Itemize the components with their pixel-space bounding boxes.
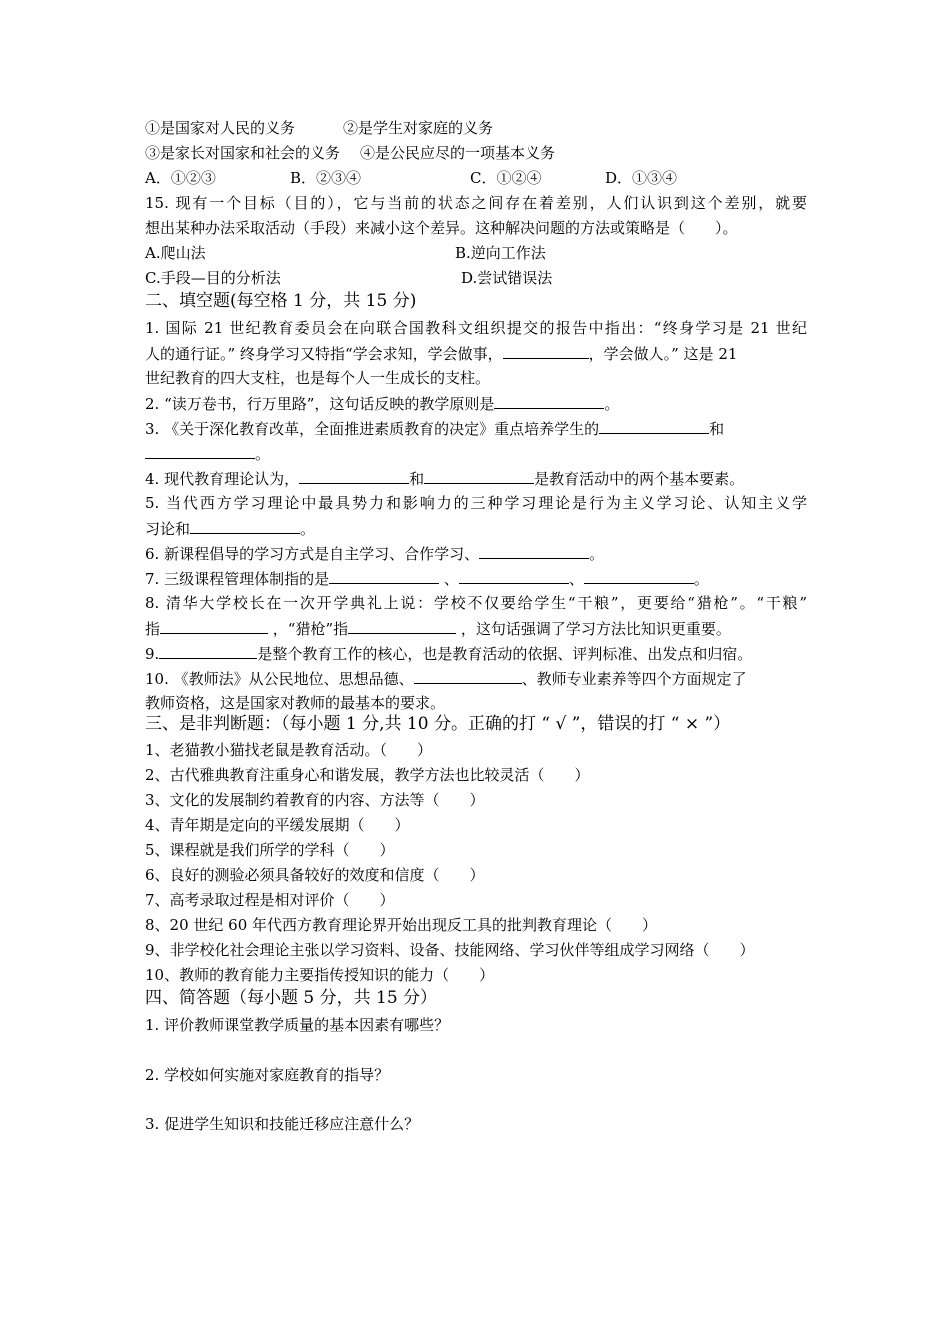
fill-q7-sep-2: 、 <box>568 570 584 588</box>
fill-q10-line1 <box>145 668 747 689</box>
fill-q7-end: 。 <box>693 570 709 588</box>
fill-q7-blank-3[interactable] <box>584 568 694 584</box>
fill-q1-line3: 世纪教育的四大支柱，也是每个人一生成长的支柱。 <box>145 369 491 387</box>
fill-q1-text-a: 人的通行证。” 终身学习又特指“学会求知，学会做事， <box>145 345 503 363</box>
fill-q4-blank-1[interactable] <box>299 468 409 484</box>
fill-q7 <box>145 568 709 589</box>
fill-q6-blank[interactable] <box>479 543 589 559</box>
fill-q8-text-b: ，“猎枪”指 <box>268 620 349 638</box>
fill-q8-line1: 8. 清华大学校长在一次开学典礼上说：学校不仅要给学生“干粮”，更要给“猎枪”。“干粮” <box>145 594 807 612</box>
q14-choice-a: A．①②③ <box>145 169 216 187</box>
fill-q4-blank-2[interactable] <box>424 468 534 484</box>
q15-choice-a: A.爬山法 <box>145 244 206 262</box>
judge-item-1: 1、老猫教小猫找老鼠是教育活动。（ ） <box>145 741 433 759</box>
q14-choice-d: D．①③④ <box>605 169 678 187</box>
fill-q5-text: 习论和 <box>145 520 191 538</box>
short-answer-q1: 1. 评价教师课堂教学质量的基本因素有哪些？ <box>145 1016 450 1034</box>
short-answer-q3: 3. 促进学生知识和技能迁移应注意什么？ <box>145 1115 420 1133</box>
fill-q3-text: 3. 《关于深化教育改革，全面推进素质教育的决定》重点培养学生的 <box>145 420 600 438</box>
fill-q5-end: 。 <box>300 520 316 538</box>
fill-q1-line1: 1. 国际 21 世纪教育委员会在向联合国教科文组织提交的报告中指出：“终身学习是 21 世纪 <box>145 319 807 337</box>
fill-q1-text-b: ，学会做人。” 这是 21 <box>588 345 738 363</box>
fill-q4-text: 4. 现代教育理论认为， <box>145 470 300 488</box>
section-2-heading: 二、填空题(每空格 1 分，共 15 分) <box>145 291 417 311</box>
judge-item-9: 9、非学校化社会理论主张以学习资料、设备、技能网络、学习伙伴等组成学习网络（ ） <box>145 941 755 959</box>
fill-q5-blank[interactable] <box>190 518 300 534</box>
q14-line1 <box>145 118 493 138</box>
fill-q7-text: 7. 三级课程管理体制指的是 <box>145 570 330 588</box>
fill-q1-blank[interactable] <box>503 343 589 359</box>
fill-q10-text-a: 10. 《教师法》从公民地位、思想品德、 <box>145 670 414 688</box>
q15-line1: 15. 现有一个目标（目的），它与当前的状态之间存在着差别，人们认识到这个差别，就要 <box>145 194 807 212</box>
fill-q9-blank[interactable] <box>159 643 257 659</box>
fill-q2-text: 2. “读万卷书，行万里路”，这句话反映的教学原则是 <box>145 395 495 413</box>
fill-q9-text: 是整个教育工作的核心，也是教育活动的依据、评判标准、出发点和归宿。 <box>257 645 753 663</box>
fill-q9 <box>145 643 752 664</box>
q15-choice-c: C.手段—目的分析法 <box>145 269 281 287</box>
fill-q10-line2: 教师资格，这是国家对教师的最基本的要求。 <box>145 694 446 712</box>
fill-q8-line2 <box>145 618 731 639</box>
fill-q3-end: 。 <box>255 445 271 463</box>
fill-q4-end: 是教育活动中的两个基本要素。 <box>534 470 745 488</box>
fill-q6-end: 。 <box>589 545 605 563</box>
q15-choice-b: B.逆向工作法 <box>455 244 546 262</box>
judge-item-3: 3、文化的发展制约着教育的内容、方法等（ ） <box>145 791 485 809</box>
fill-q6 <box>145 543 604 564</box>
judge-item-2: 2、古代雅典教育注重身心和谐发展，教学方法也比较灵活（ ） <box>145 766 590 784</box>
q14-option-4: ④是公民应尽的一项基本义务 <box>360 144 556 162</box>
fill-q7-blank-2[interactable] <box>459 568 569 584</box>
q15-line2: 想出某种办法采取活动（手段）来减小这个差异。这种解决问题的方法或策略是（ ）。 <box>145 219 738 237</box>
q14-option-2: ②是学生对家庭的义务 <box>343 119 494 137</box>
judge-item-10: 10、教师的教育能力主要指传授知识的能力（ ） <box>145 966 495 984</box>
fill-q2 <box>145 393 619 414</box>
section-3-heading: 三、是非判断题：（每小题 1 分,共 10 分。正确的打 “ √ ”，错误的打 “ × ”） <box>145 714 731 734</box>
fill-q7-blank-1[interactable] <box>329 568 439 584</box>
fill-q3-blank-1[interactable] <box>599 418 709 434</box>
fill-q8-blank-1[interactable] <box>160 618 268 634</box>
q14-choices <box>145 168 677 188</box>
q15-options-ab <box>145 243 546 263</box>
fill-q9-number: 9. <box>145 645 160 663</box>
q14-choice-b: B．②③④ <box>290 169 362 187</box>
fill-q8-blank-2[interactable] <box>348 618 456 634</box>
q14-choice-c: C．①②④ <box>470 169 542 187</box>
short-answer-q2: 2. 学校如何实施对家庭教育的指导？ <box>145 1066 390 1084</box>
fill-q2-end: 。 <box>604 395 620 413</box>
q14-line2 <box>145 143 555 163</box>
fill-q3-line1 <box>145 418 724 439</box>
fill-q6-text: 6. 新课程倡导的学习方式是自主学习、合作学习、 <box>145 545 480 563</box>
judge-item-8: 8、20 世纪 60 年代西方教育理论界开始出现反工具的批判教育理论（ ） <box>145 916 658 934</box>
fill-q8-text-a: 指 <box>145 620 161 638</box>
fill-q1-line2 <box>145 343 737 364</box>
q15-options-cd <box>145 268 552 288</box>
q14-option-3: ③是家长对国家和社会的义务 <box>145 144 341 162</box>
fill-q10-blank[interactable] <box>414 668 522 684</box>
fill-q2-blank[interactable] <box>494 393 604 409</box>
fill-q5-line1: 5. 当代西方学习理论中最具势力和影响力的三种学习理论是行为主义学习论、认知主义学 <box>145 494 807 512</box>
fill-q3-line2 <box>145 443 270 464</box>
fill-q5-line2 <box>145 518 315 539</box>
q14-option-1: ①是国家对人民的义务 <box>145 119 296 137</box>
fill-q8-text-c: ，这句话强调了学习方法比知识更重要。 <box>456 620 731 638</box>
q15-choice-d: D.尝试错误法 <box>461 269 553 287</box>
fill-q3-and: 和 <box>709 420 725 438</box>
judge-item-4: 4、青年期是定向的平缓发展期（ ） <box>145 816 410 834</box>
judge-item-7: 7、高考录取过程是相对评价（ ） <box>145 891 395 909</box>
section-4-heading: 四、简答题（每小题 5 分，共 15 分） <box>145 988 438 1008</box>
fill-q4-and: 和 <box>409 470 425 488</box>
fill-q4 <box>145 468 744 489</box>
fill-q3-blank-2[interactable] <box>145 443 255 459</box>
judge-item-5: 5、课程就是我们所学的学科（ ） <box>145 841 395 859</box>
judge-item-6: 6、良好的测验必须具备较好的效度和信度（ ） <box>145 866 485 884</box>
fill-q7-sep-1: 、 <box>439 570 459 588</box>
fill-q10-text-b: 、教师专业素养等四个方面规定了 <box>521 670 747 688</box>
